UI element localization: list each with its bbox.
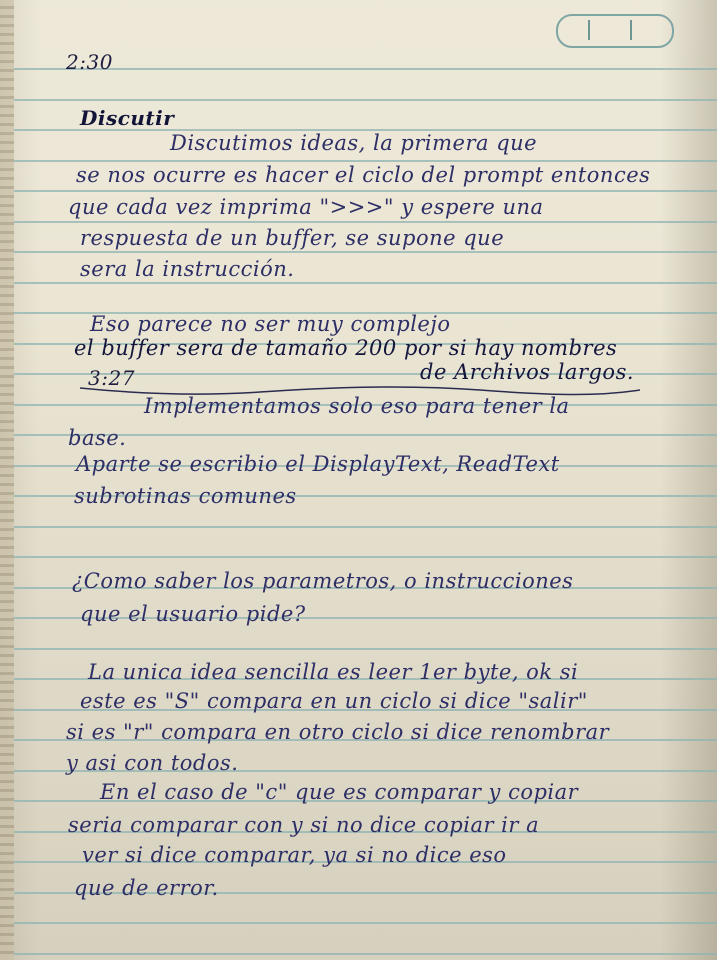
ruled-line bbox=[14, 282, 717, 284]
note-line: ver si dice comparar, ya si no dice eso bbox=[82, 843, 507, 867]
ruled-line bbox=[14, 221, 717, 223]
note-line: base. bbox=[68, 426, 127, 450]
note-line: sera la instrucción. bbox=[80, 257, 295, 281]
note-line: ¿Como saber los parametros, o instrucciones bbox=[72, 569, 574, 593]
note-line: subrotinas comunes bbox=[74, 484, 297, 508]
note-line: Aparte se escribio el DisplayText, ReadText bbox=[76, 452, 560, 476]
note-line: Eso parece no ser muy complejo bbox=[90, 312, 451, 336]
ruled-line bbox=[14, 526, 717, 528]
ruled-line bbox=[14, 556, 717, 558]
note-line: que el usuario pide? bbox=[80, 602, 306, 626]
date-separator-1 bbox=[588, 20, 590, 40]
ruled-line bbox=[14, 99, 717, 101]
note-line: En el caso de "c" que es comparar y copiar bbox=[100, 780, 579, 804]
note-line: que cada vez imprima ">>>" y espere una bbox=[68, 195, 544, 219]
note-line: que de error. bbox=[74, 876, 219, 900]
timestamp-start: 2:30 bbox=[66, 50, 113, 74]
note-line: Implementamos solo eso para tener la bbox=[144, 394, 570, 418]
note-line: el buffer sera de tamaño 200 por si hay nombres bbox=[74, 336, 618, 360]
date-box bbox=[556, 14, 674, 48]
ruled-line bbox=[14, 160, 717, 162]
spiral-binding bbox=[0, 0, 14, 960]
timestamp-second: 3:27 bbox=[88, 366, 135, 390]
note-line: respuesta de un buffer, se supone que bbox=[80, 226, 505, 250]
note-line: seria comparar con y si no dice copiar ir a bbox=[68, 813, 540, 837]
note-line: este es "S" compara en un ciclo si dice "salir" bbox=[80, 689, 588, 713]
date-separator-2 bbox=[630, 20, 632, 40]
ruled-line bbox=[14, 953, 717, 955]
ruled-line bbox=[14, 190, 717, 192]
note-line: La unica idea sencilla es leer 1er byte, ok si bbox=[88, 660, 579, 684]
ruled-line bbox=[14, 68, 717, 70]
note-line: y asi con todos. bbox=[66, 751, 239, 775]
ruled-line bbox=[14, 648, 717, 650]
note-line: se nos ocurre es hacer el ciclo del prompt entonces bbox=[76, 163, 651, 187]
note-line: si es "r" compara en otro ciclo si dice renombrar bbox=[66, 720, 610, 744]
ruled-line bbox=[14, 251, 717, 253]
note-line: Discutimos ideas, la primera que bbox=[170, 131, 538, 155]
heading-discutir: Discutir bbox=[80, 106, 175, 130]
note-line: de Archivos largos. bbox=[420, 360, 635, 384]
ruled-line bbox=[14, 922, 717, 924]
